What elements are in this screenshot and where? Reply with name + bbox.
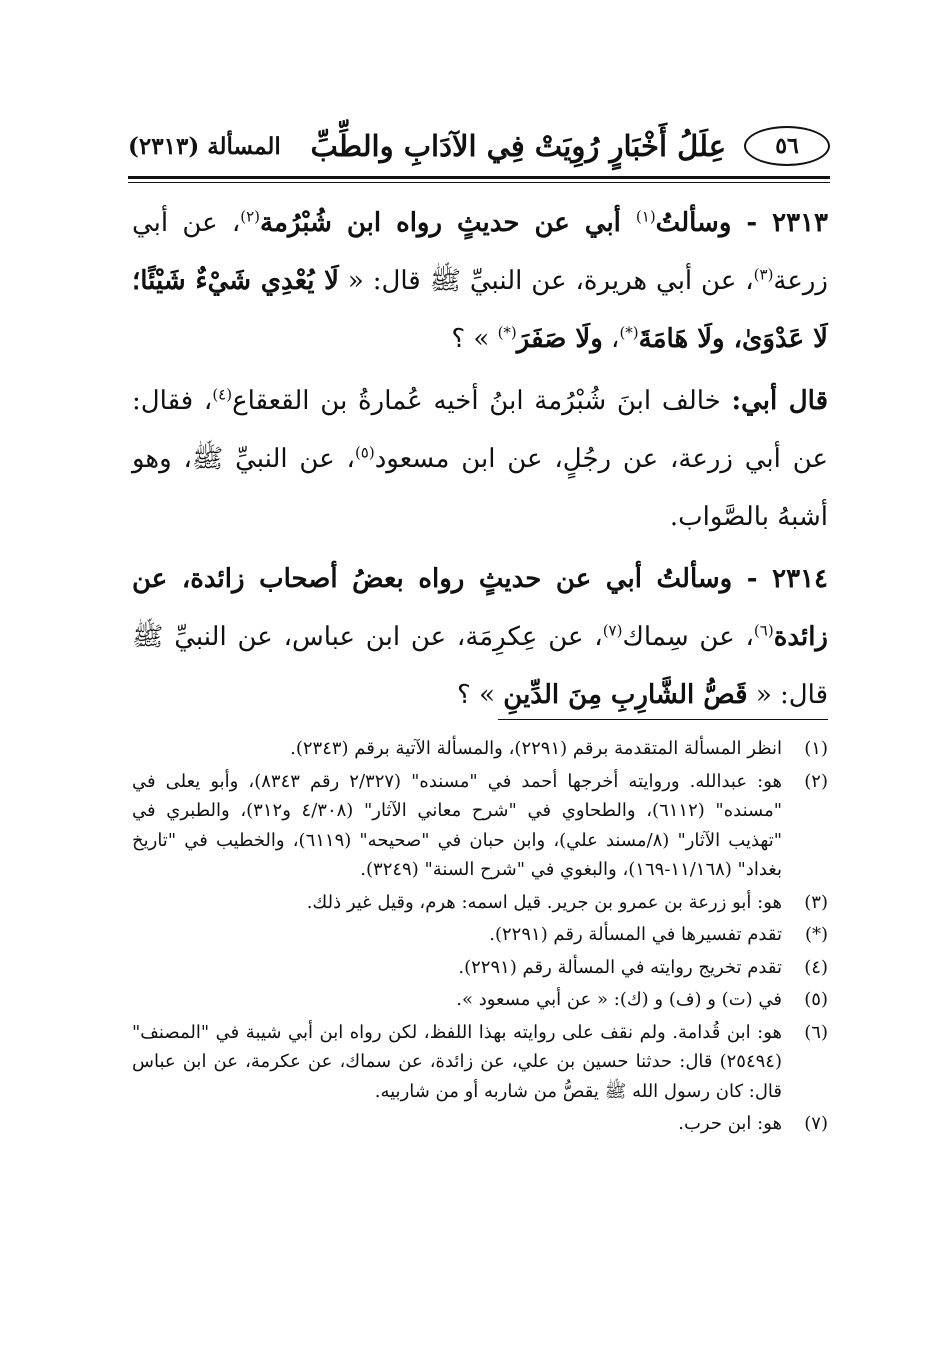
footnote-text: تقدم تخريج روايته في المسألة رقم (٢٢٩١). xyxy=(458,956,782,978)
footnote-text: هو: ابن قُدامة. ولم نقف على روايته بهذا اللفظ، لكن رواه ابن أبي شيبة في "المصنف" (٢٥٤٩٤) قال: حدثنا حسين بن علي، عن زائدة، عن سماك، عن عكرمة، عن ابن عباس قال: كان رسول الله ﷺ يقصُّ من شاربه أو من شاربيه. xyxy=(132,1021,782,1102)
footnote-ref: (*) xyxy=(497,323,517,342)
footnotes xyxy=(132,734,828,1142)
footnote-text: هو: ابن حرب. xyxy=(678,1113,782,1134)
question-lead: ٢٣١٣ - وسألتُ xyxy=(655,208,829,238)
text-run: ، عن أبي هريرة، عن النبيِّ ﷺ قال: « xyxy=(339,266,754,296)
header-rule-thin xyxy=(128,182,830,183)
footnote-text: انظر المسألة المتقدمة برقم (٢٢٩١)، والمسألة الآتية برقم (٢٣٤٣). xyxy=(290,738,782,759)
footnote xyxy=(132,985,828,1015)
footnote-ref: (٥) xyxy=(354,443,375,462)
footnote-text: في (ت) و (ف) و (ك): « عن أبي مسعود ». xyxy=(456,989,782,1010)
footnote-number: (٢) xyxy=(804,770,828,792)
main-text xyxy=(132,194,828,728)
footnote-ref: (٣) xyxy=(753,265,774,284)
footnote-separator xyxy=(498,719,828,720)
footnote-text: هو: عبدالله. وروايته أخرجها أحمد في "مسنده" (٢/٣٢٧ رقم ٨٣٤٣)، وأبو يعلى في "مسنده" (٦١١٢)، والطحاوي في "شرح معاني الآثار" (٤/٣٠٨ و٣١٢)، والطبري في "تهذيب الآثار" (٨/مسند علي)، وابن حبان في "صحيحه" (٦١١٩)، والخطيب في "تاريخ بغداد" (١١/١٦٨-١٦٩)، والبغوي في "شرح السنة" (٣٢٤٩). xyxy=(132,770,783,880)
footnote xyxy=(132,1018,828,1107)
footnote-number: (٣) xyxy=(804,891,828,913)
text-run: ، عن سِماك xyxy=(622,622,754,652)
text-run: أبي عن حديثٍ رواه ابن شُبْرُمة xyxy=(260,208,636,238)
footnote xyxy=(132,953,828,983)
footnote-ref: (*) xyxy=(619,323,639,342)
hadith-quote: ولَا صَفَرَ xyxy=(516,324,603,354)
footnote-number: (*) xyxy=(804,924,828,945)
page-number-badge: ٥٦ xyxy=(744,126,830,166)
footnote-text: تقدم تفسيرها في المسألة رقم (٢٢٩١). xyxy=(489,924,782,945)
text-run: ، عن النبيِّ ﷺ، وهو أشبهُ بالصَّواب. xyxy=(132,444,828,532)
text-run: » ؟ xyxy=(457,680,504,710)
page-header xyxy=(128,118,830,174)
text-run: ، فقال: عن أبي زرعة، عن رجُلٍ، عن ابن مسعود xyxy=(132,386,828,474)
text-run: ، عن عِكرِمَة، عن ابن عباس، عن النبيِّ ﷺ قال: « xyxy=(132,622,828,710)
footnote xyxy=(132,734,828,764)
paragraph-2314 xyxy=(132,550,828,724)
footnote xyxy=(132,888,828,918)
answer-lead: قال أبي: xyxy=(731,386,828,416)
issue-label: المسألة (٢٣١٣) xyxy=(128,132,281,160)
footnote-number: (١) xyxy=(804,738,828,759)
text-run: ، xyxy=(602,324,620,354)
paragraph-2313 xyxy=(132,194,828,368)
text-run: » ؟ xyxy=(451,324,498,354)
hadith-quote: قَصُّ الشَّارِبِ مِنَ الدِّينِ xyxy=(503,680,748,710)
footnote-ref: (٦) xyxy=(753,621,774,640)
footnote-number: (٧) xyxy=(804,1113,828,1134)
footnote-ref: (٧) xyxy=(602,621,623,640)
footnote xyxy=(132,767,828,885)
footnote-ref: (٢) xyxy=(240,207,261,226)
question-lead: ٢٣١٤ - وسألتُ xyxy=(656,564,829,594)
footnote-number: (٤) xyxy=(804,956,828,978)
paragraph-answer xyxy=(132,372,828,546)
hadith-quote: لَا يُعْدِي شَيْءٌ شَيْئًا؛ لَا عَدْوَىٰ، ولَا هَامَةَ xyxy=(132,266,828,354)
footnote-ref: (١) xyxy=(635,207,656,226)
footnote xyxy=(132,1109,828,1139)
text-run: خالف ابنَ شُبْرُمة ابنُ أخيه عُمارةُ بن القعقاع xyxy=(232,386,732,416)
book-title: عِلَلُ أَخْبَارٍ رُوِيَتْ فِي الآدَابِ والطِّبِّ xyxy=(310,129,726,163)
text-run: ، عن أبي زرعة xyxy=(132,208,828,296)
header-rule-thick xyxy=(128,176,830,179)
text-run: أبي عن حديثٍ رواه بعضُ أصحاب زائدة، عن زائدة xyxy=(132,564,828,652)
footnote-text: هو: أبو زرعة بن عمرو بن جرير. قيل اسمه: هرم، وقيل غير ذلك. xyxy=(306,891,782,913)
footnote-number: (٥) xyxy=(804,989,828,1010)
footnote-ref: (٤) xyxy=(212,385,233,404)
footnote-number: (٦) xyxy=(804,1021,828,1043)
footnote xyxy=(132,920,828,950)
